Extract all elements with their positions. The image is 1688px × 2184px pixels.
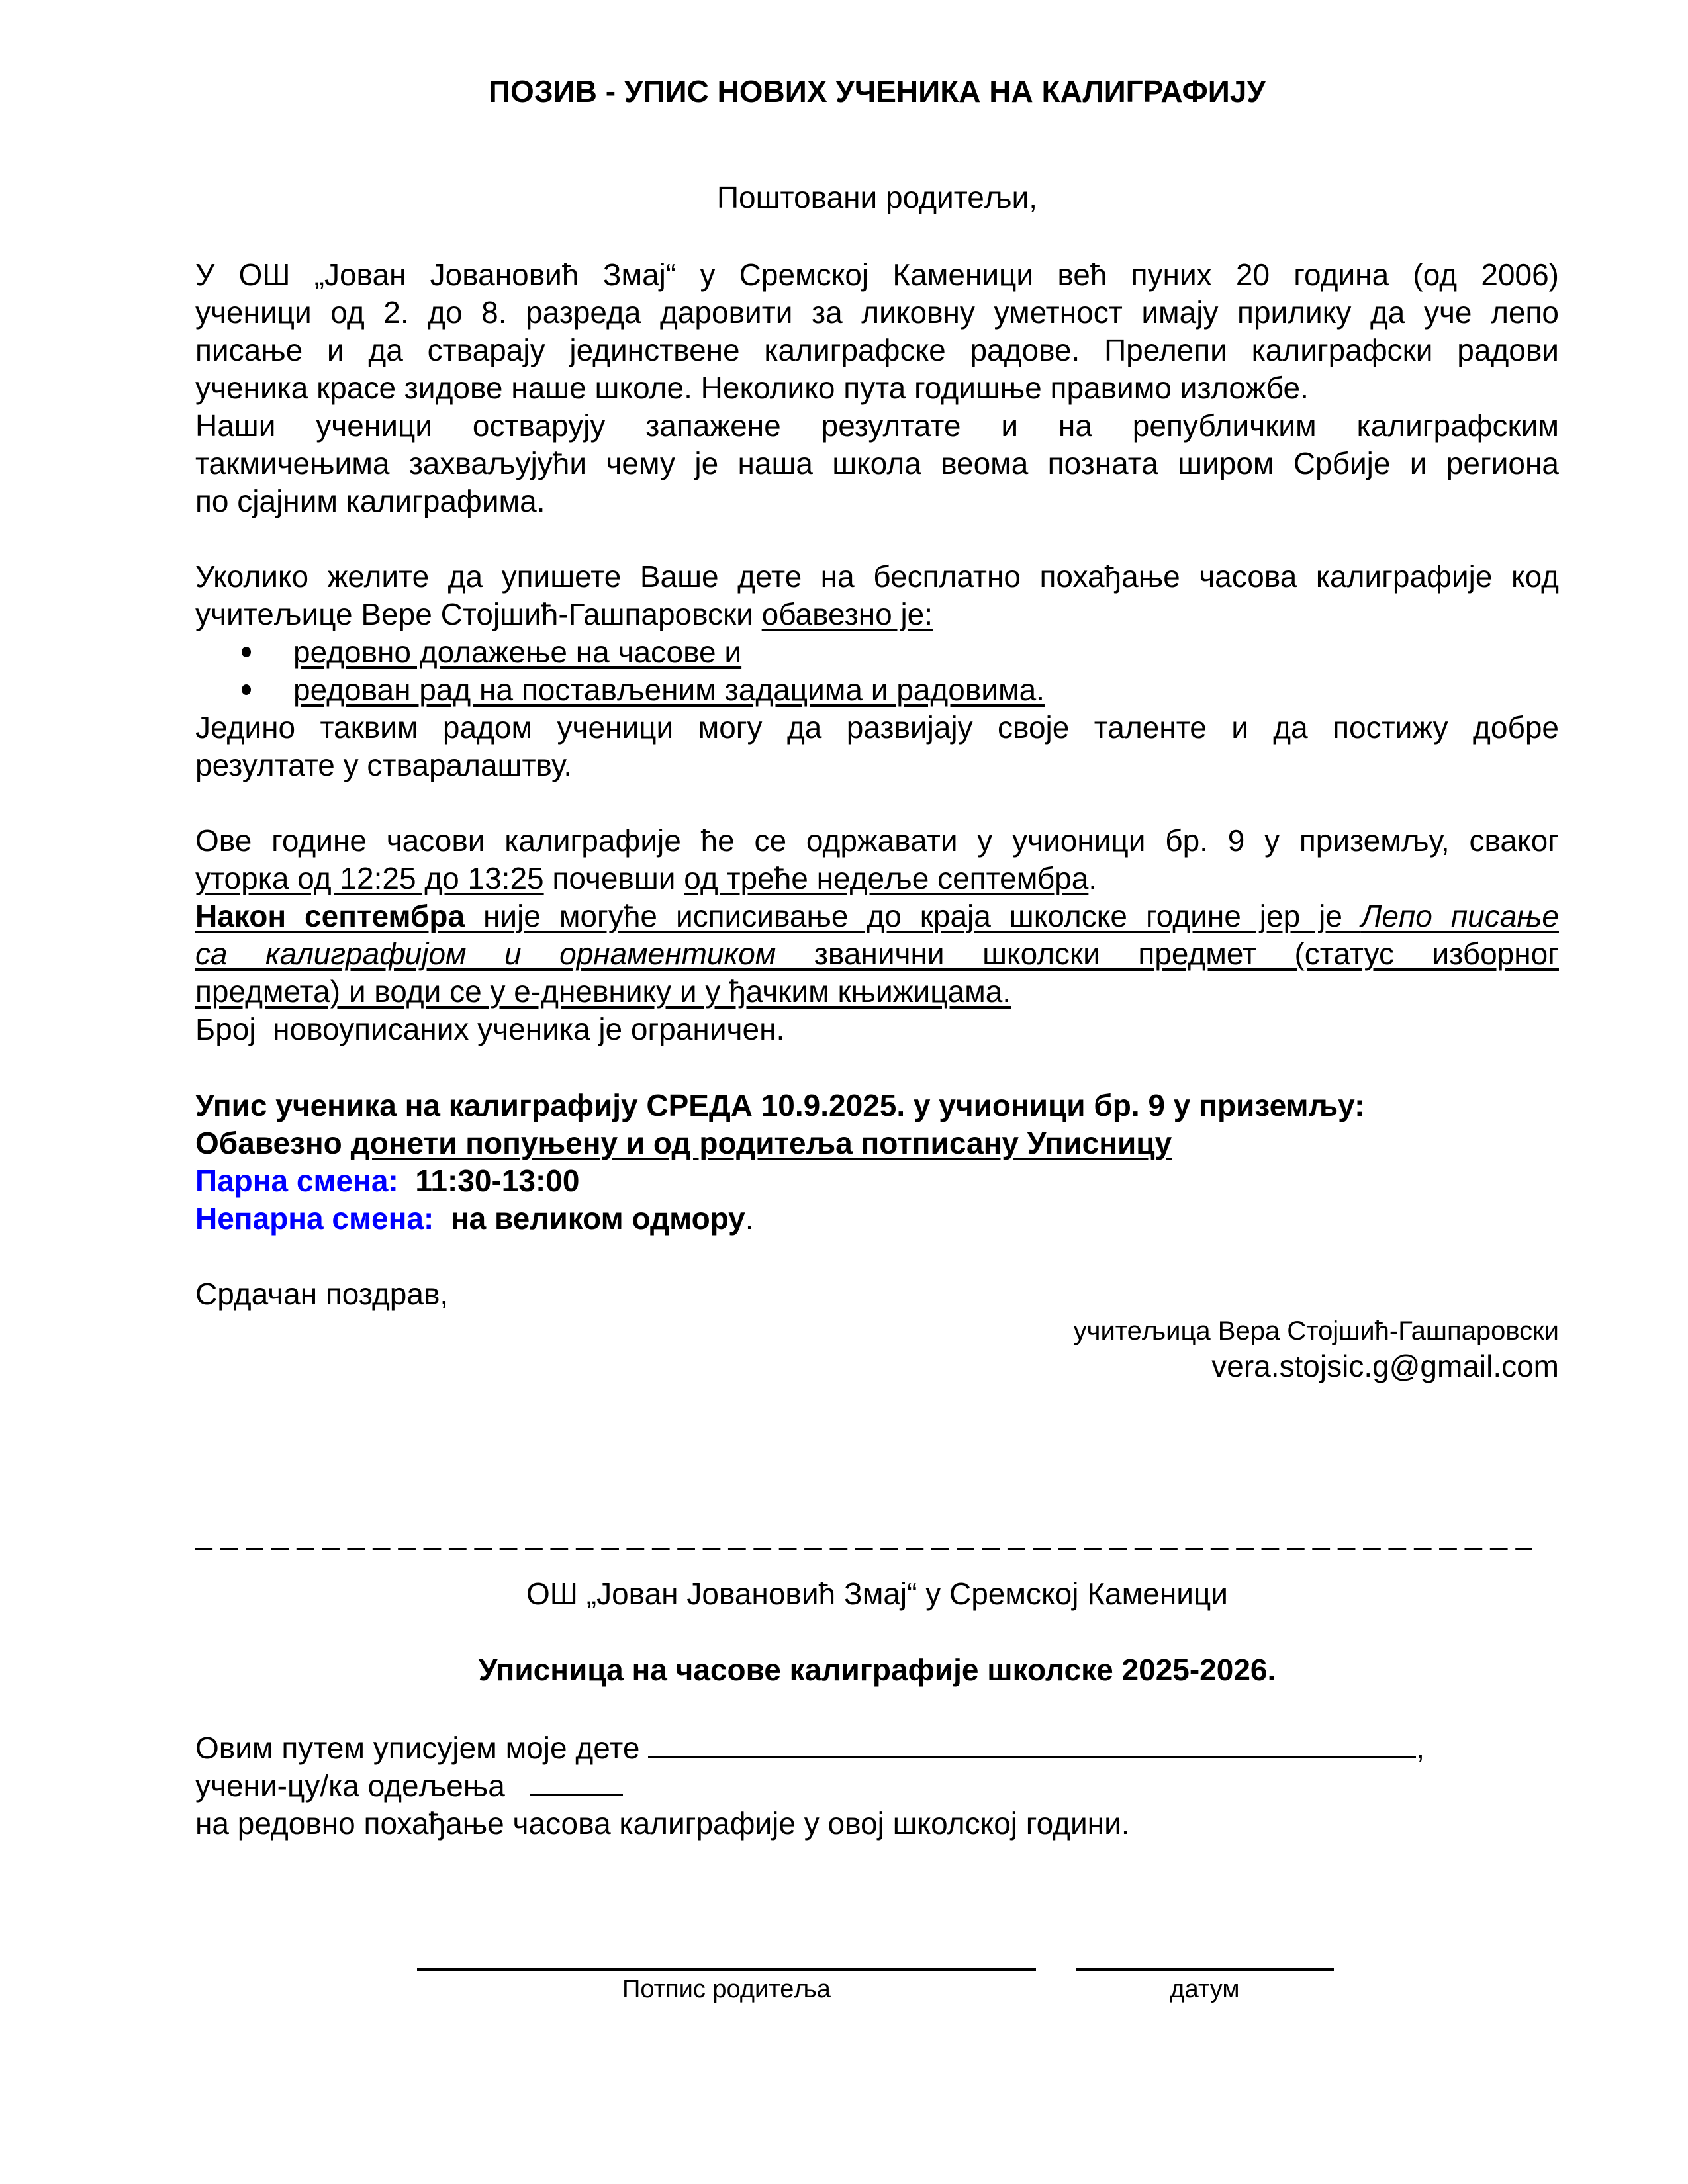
odd-shift: Непарна смена: на великом одмору. (195, 1201, 754, 1236)
date-field[interactable] (1076, 1968, 1334, 1971)
parent-signature-label: Потпис родитеља (622, 1976, 831, 2003)
teacher-email[interactable]: vera.stojsic.g@gmail.com (1211, 1349, 1559, 1383)
parent-signature-field[interactable] (417, 1968, 1036, 1971)
after-september: Након септембра (195, 899, 465, 933)
schedule-section: Ове године часови калиграфије ће се одржавати у учионици бр. 9 у приземљу, сваког уторка од 12:25 до 13:25 почевши од треће недеље септембра. Након септембра није могуће исписивање до краја школске године јер је Лепо писање са калиграфијом и орнаментиком званични школски предмет (статус изборног предмета) и води се у е-дневнику и у ђачким књижицама. Број новоуписаних ученика је ограничен. (195, 822, 1559, 1048)
intro-line: писање и да стварају јединствене калиграфске радове. Прелепи калиграфски радови (195, 333, 1559, 367)
achievements-line: по сјајним калиграфима. (195, 484, 545, 518)
greeting: Поштовани родитељи, (716, 180, 1038, 214)
achievements-line: Наши ученици остварују запажене резултате и на републичким калиграфским (195, 408, 1559, 443)
requirements-intro: Уколико желите да упишете Ваше дете на бесплатно похађање часова калиграфије код (195, 559, 1559, 594)
teacher-name: учитељица Вера Стојшић-Гашпаровски (1073, 1316, 1559, 1345)
schedule-start: од треће недеље септембра (684, 861, 1089, 895)
intro-line: ученика красе зидове наше школе. Неколико пута годишње правимо изложбе. (195, 371, 1309, 405)
form-school-name: ОШ „Јован Јовановић Змај“ у Сремској Каменици (526, 1576, 1228, 1611)
bullet-icon (242, 647, 251, 657)
limited-spots-note: Број новоуписаних ученика је ограничен. (195, 1012, 785, 1046)
subject-name: Лепо писање (1360, 899, 1559, 933)
requirements-list (195, 633, 1559, 709)
odd-shift-time: на великом одмору (450, 1201, 745, 1236)
enrollment-date: Упис ученика на калиграфију СРЕДА 10.9.2025. у учионици бр. 9 у приземљу: (195, 1088, 1365, 1122)
even-shift (195, 1162, 1559, 1200)
document-title: ПОЗИВ - УПИС НОВИХ УЧЕНИКА НА КАЛИГРАФИЈУ (488, 74, 1266, 109)
requirements-mandatory: обавезно је: (761, 597, 933, 631)
class-field[interactable] (530, 1767, 623, 1796)
form-title: Уписница на часове калиграфије школске 2025-2026. (478, 1653, 1276, 1687)
cut-line: _ _ _ _ _ _ _ _ _ _ _ _ _ _ _ _ _ _ _ _ _ _ _ _ _ _ _ _ _ _ _ _ _ _ _ _ _ _ _ _ _ _ _ _ _ _ _ _ _ _ _ _ _ (195, 1516, 1532, 1551)
enrollment-section: Упис ученика на калиграфију СРЕДА 10.9.2025. у учионици бр. 9 у приземљу: Обавезно донети попуњену и од родитеља потписану Уписницу Парна смена: 11:30-13:00 Непарна смена: на великом одмору. (195, 1087, 1559, 1238)
requirements-teacher: учитељице Вере Стојшић-Гашпаровски (195, 597, 762, 631)
closing-greeting: Срдачан поздрав, (195, 1277, 449, 1311)
child-name-field[interactable] (648, 1729, 1416, 1758)
intro-line: У ОШ „Јован Јовановић Змај“ у Сремској Каменици већ пуних 20 година (од 2006) (195, 257, 1559, 292)
schedule-note: предмета) и води се у е-дневнику и у ђачким књижицама. (195, 974, 1011, 1009)
requirements-section (195, 558, 1559, 784)
list-item: редовно долажење на часове и (195, 633, 1559, 671)
requirements-closing: Једино таквим радом ученици могу да развијају своје таленте и да постижу добре (195, 710, 1559, 745)
bullet-icon (242, 684, 251, 695)
form-child-line: Овим путем уписујем моје дете , (195, 1731, 1425, 1765)
bring-form-note: донети попуњену и од родитеља потписану Уписницу (350, 1126, 1172, 1160)
schedule-time: уторка од 12:25 до 13:25 (195, 861, 544, 895)
intro-line: ученици од 2. до 8. разреда даровити за ликовну уметност имају прилику да уче лепо (195, 295, 1559, 330)
date-label: датум (1170, 1976, 1240, 2003)
requirements-closing: резултате у стваралаштву. (195, 748, 573, 782)
list-item: редован рад на постављеним задацима и радовима. (195, 671, 1559, 709)
achievements-line: такмичењима захваљујући чему је наша школа веома позната широм Србије и региона (195, 446, 1559, 480)
subject-name-cont: са калиграфијом и орнаментиком (195, 936, 776, 971)
schedule-line: Ове године часови калиграфије ће се одржавати у учионици бр. 9 у приземљу, сваког (195, 823, 1559, 858)
odd-shift-label: Непарна смена: (195, 1201, 434, 1236)
intro-paragraph (195, 256, 1559, 520)
form-attendance-line: на редовно похађање часова калиграфије у овој школској години. (195, 1806, 1130, 1841)
even-shift-time: 11:30-13:00 (415, 1163, 580, 1198)
form-class-line: учени-цу/ка одељења (195, 1767, 1559, 1805)
even-shift-label: Парна смена: (195, 1163, 399, 1198)
